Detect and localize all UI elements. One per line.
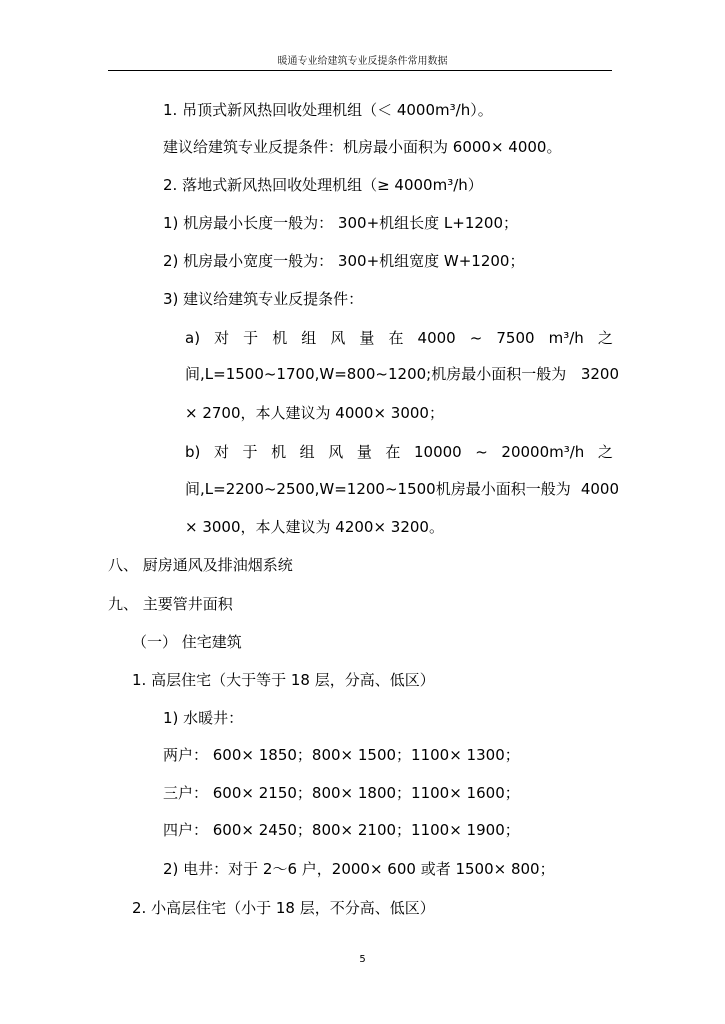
line7-part: 机 — [272, 329, 288, 347]
line10-part: 20000m³/h — [501, 443, 585, 461]
line7-part: m³/h — [548, 329, 584, 347]
line7-part: 在 — [388, 329, 404, 347]
line10-part: 组 — [299, 443, 315, 461]
line7-part: 7500 — [496, 329, 535, 347]
line10-part: 之 — [597, 443, 613, 461]
text-line-2: 建议给建筑专业反提条件：机房最小面积为 6000× 4000。 — [163, 138, 562, 156]
line7-part: 于 — [243, 329, 259, 347]
line8-part: 间,L=1500~1700,W=800~1200;机房最小面积一般为 — [185, 365, 567, 383]
line8-part: 3200 — [580, 365, 619, 383]
line10-part: 10000 — [413, 443, 462, 461]
line7-part: 4000 — [417, 329, 456, 347]
text-line-6: 3) 建议给建筑专业反提条件： — [163, 290, 364, 308]
line7-part: ~ — [469, 329, 483, 347]
page-number: 5 — [359, 954, 366, 965]
page-header-title: 暖通专业给建筑专业反提条件常用数据 — [277, 56, 448, 67]
section-heading-9: 九、 主要管井面积 — [108, 595, 233, 613]
text-line-11 — [185, 479, 619, 499]
text-line-19: 三户： 600× 2150；800× 1800；1100× 1600； — [163, 784, 520, 802]
line10-part: 于 — [242, 443, 258, 461]
line10-part: 量 — [356, 443, 372, 461]
line7-part: 组 — [301, 329, 317, 347]
text-line-3: 2. 落地式新风热回收处理机组（≥ 4000m³/h） — [163, 176, 483, 194]
line10-part: 在 — [385, 443, 401, 461]
line7-part: 对 — [214, 329, 230, 347]
text-line-5: 2) 机房最小宽度一般为： 300+机组宽度 W+1200； — [163, 252, 525, 270]
text-line-12: × 3000，本人建议为 4200× 3200。 — [185, 518, 444, 536]
line11-part: 间,L=2200~2500,W=1200~1500机房最小面积一般为 — [185, 480, 571, 498]
line7-part: 风 — [330, 329, 346, 347]
text-line-17: 1) 水暖井： — [163, 709, 244, 727]
text-line-4: 1) 机房最小长度一般为： 300+机组长度 L+1200； — [163, 214, 518, 232]
text-line-7 — [185, 328, 613, 348]
line7-part: a) — [185, 329, 201, 347]
text-line-16: 1. 高层住宅（大于等于 18 层，分高、低区） — [132, 671, 435, 689]
text-line-20: 四户： 600× 2450；800× 2100；1100× 1900； — [163, 821, 520, 839]
subsection-heading-1: （一） 住宅建筑 — [132, 633, 242, 651]
header-divider — [108, 70, 612, 71]
text-line-21: 2) 电井：对于 2～6 户，2000× 600 或者 1500× 800； — [163, 860, 555, 878]
line10-part: ~ — [475, 443, 488, 461]
text-line-18: 两户： 600× 1850；800× 1500；1100× 1300； — [163, 746, 520, 764]
line10-part: 对 — [213, 443, 229, 461]
line10-part: 机 — [271, 443, 287, 461]
line10-part: b) — [185, 443, 201, 461]
line7-part: 量 — [359, 329, 375, 347]
line11-part: 4000 — [580, 480, 619, 498]
text-line-22: 2. 小高层住宅（小于 18 层，不分高、低区） — [132, 899, 435, 917]
text-line-8 — [185, 364, 619, 384]
line10-part: 风 — [328, 443, 344, 461]
line7-part: 之 — [597, 329, 613, 347]
text-line-9: × 2700，本人建议为 4000× 3000； — [185, 404, 444, 422]
text-line-1: 1. 吊顶式新风热回收处理机组（＜ 4000m³/h）。 — [163, 101, 493, 119]
text-line-10 — [185, 442, 613, 462]
section-heading-8: 八、 厨房通风及排油烟系统 — [108, 556, 293, 574]
